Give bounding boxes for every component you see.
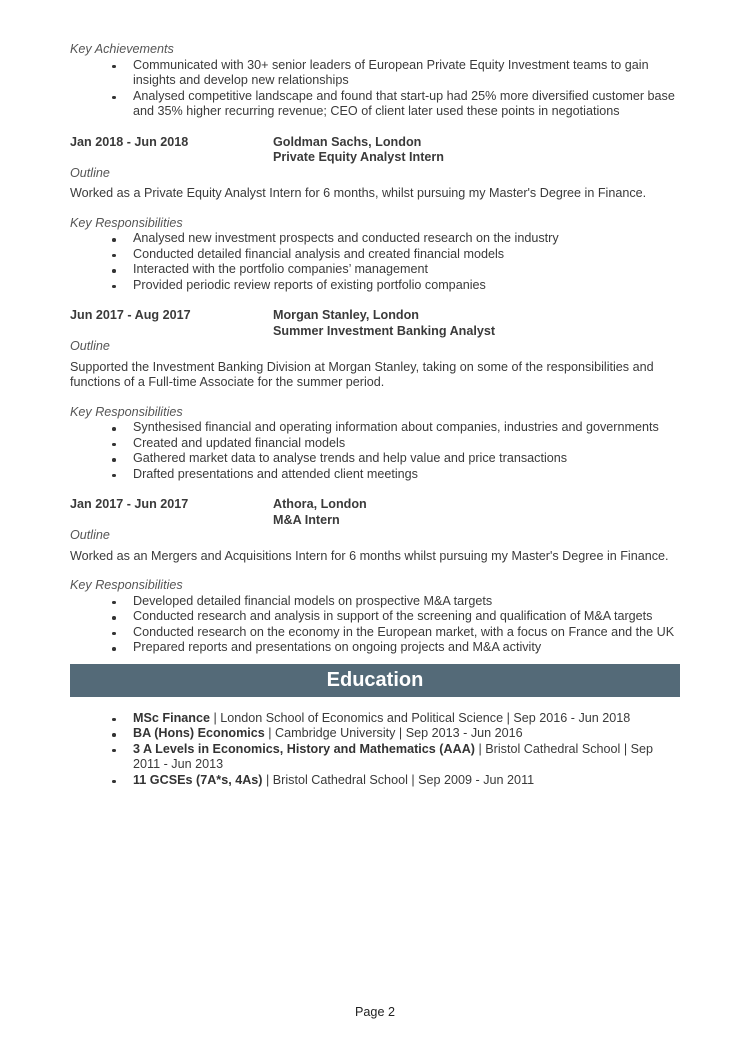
education-qualification: MSc Finance xyxy=(133,710,210,725)
responsibilities-label: Key Responsibilities xyxy=(70,215,183,230)
responsibilities-label: Key Responsibilities xyxy=(70,578,183,592)
education-item xyxy=(70,711,680,727)
education-details: | Bristol Cathedral School | Sep 2009 - Jun 2011 xyxy=(262,772,535,787)
responsibility-item: Provided periodic review reports of existing portfolio companies xyxy=(70,278,680,294)
responsibilities-list xyxy=(70,594,680,656)
outline-label: Outline xyxy=(70,339,110,353)
responsibility-item: Created and updated financial models xyxy=(70,436,680,452)
outline-label: Outline xyxy=(70,165,110,180)
job-title: Private Equity Analyst Intern xyxy=(273,150,444,164)
education-heading: Education xyxy=(70,664,680,697)
job-entry-goldman xyxy=(70,135,680,294)
intro-achievements xyxy=(70,42,680,120)
education-qualification: BA (Hons) Economics xyxy=(133,726,265,740)
job-company: Athora, London xyxy=(273,497,367,511)
job-outline: Worked as a Private Equity Analyst Intern for 6 months, whilst pursuing my Master's Degree in Finance. xyxy=(70,186,647,200)
responsibility-item: Conducted research and analysis in support of the screening and qualification of M&A targets xyxy=(70,609,680,625)
achievement-item: Communicated with 30+ senior leaders of European Private Equity Investment teams to gain insights and develop new relationships xyxy=(70,58,680,89)
outline-label: Outline xyxy=(70,528,110,542)
responsibility-item: Drafted presentations and attended client meetings xyxy=(70,467,680,483)
responsibility-item: Gathered market data to analyse trends and help value and price transactions xyxy=(70,451,680,467)
education-qualification: 11 GCSEs (7A*s, 4As) xyxy=(133,772,263,787)
responsibilities-list xyxy=(70,231,680,293)
responsibility-item: Conducted research on the economy in the European market, with a focus on France and the UK xyxy=(70,625,680,641)
achievements-label: Key Achievements xyxy=(70,42,174,56)
achievements-list xyxy=(70,58,680,120)
job-entry-athora xyxy=(70,497,680,656)
job-outline: Supported the Investment Banking Division at Morgan Stanley, taking on some of the responsibilities and functions of a Full-time Associate for the summer period. xyxy=(70,359,654,389)
achievement-item: Analysed competitive landscape and found that start-up had 25% more diversified customer base and 35% higher recurring revenue; CEO of client later used these points in negotiations xyxy=(70,89,680,120)
job-title: Summer Investment Banking Analyst xyxy=(273,323,496,338)
page-number: Page 2 xyxy=(355,1005,395,1019)
education-qualification: 3 A Levels in Economics, History and Mathematics (AAA) xyxy=(133,741,475,756)
responsibility-item: Interacted with the portfolio companies’ management xyxy=(70,262,680,278)
job-entry-morgan-stanley xyxy=(70,308,680,482)
education-list xyxy=(70,711,680,789)
job-header xyxy=(70,308,680,339)
education-details: | Cambridge University | Sep 2013 - Jun 2016 xyxy=(264,726,523,740)
job-header xyxy=(70,135,680,166)
job-header xyxy=(70,497,680,528)
education-item xyxy=(70,726,680,742)
responsibility-item: Synthesised financial and operating information about companies, industries and governments xyxy=(70,420,680,436)
job-title: M&A Intern xyxy=(273,512,340,527)
responsibility-item: Analysed new investment prospects and conducted research on the industry xyxy=(70,231,680,247)
job-company: Morgan Stanley, London xyxy=(273,308,419,322)
job-dates: Jan 2017 - Jun 2017 xyxy=(70,497,189,511)
responsibility-item: Developed detailed financial models on prospective M&A targets xyxy=(70,594,680,610)
responsibility-item: Conducted detailed financial analysis and created financial models xyxy=(70,247,680,263)
education-details: | Bristol Cathedral School | Sep 2011 - Jun 2013 xyxy=(133,741,654,771)
job-dates: Jun 2017 - Aug 2017 xyxy=(70,308,191,322)
responsibilities-list xyxy=(70,420,680,482)
cv-page xyxy=(70,42,680,788)
job-dates: Jan 2018 - Jun 2018 xyxy=(70,134,189,149)
education-details: | London School of Economics and Political Science | Sep 2016 - Jun 2018 xyxy=(209,710,631,725)
responsibilities-label: Key Responsibilities xyxy=(70,404,183,419)
responsibility-item: Prepared reports and presentations on ongoing projects and M&A activity xyxy=(70,640,680,656)
job-outline: Worked as an Mergers and Acquisitions Intern for 6 months whilst pursuing my Master's Degree in Finance. xyxy=(70,548,669,563)
job-company: Goldman Sachs, London xyxy=(273,134,422,149)
education-item xyxy=(70,742,680,773)
education-item xyxy=(70,773,680,789)
